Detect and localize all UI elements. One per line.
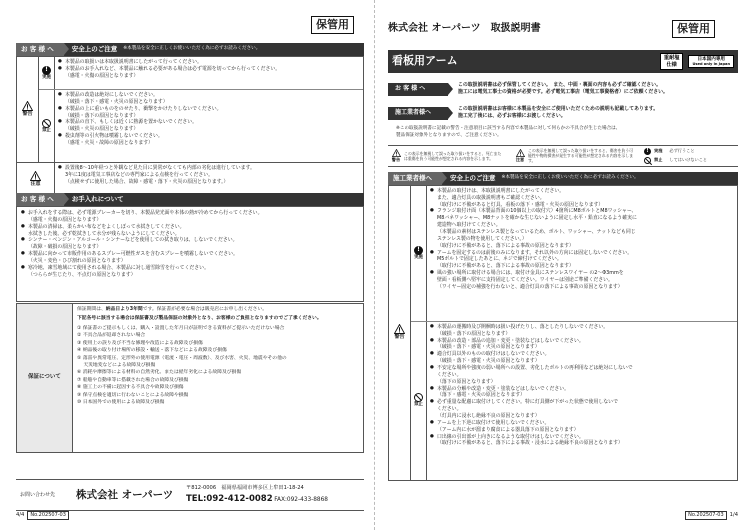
list-item: ● 殺虫剤等の引火物は噴霧しないでください。 [58,133,360,140]
warranty-item: ⑩ 日本国外での使用による故障及び損傷 [77,400,165,406]
product-banner [388,50,738,73]
warning-label-cell [389,186,411,480]
customer-text-1: この取扱説明書は必ず保管してください。 また、中面・裏面の内容も必ずご確認ください。 [458,82,661,88]
warranty-item: ⑦ 船舶や自動車等に搭載された場合の故障及び損傷 [77,377,189,383]
list-item-detail: （取付けに不備があると、落下による事故の原因となります） [437,242,574,249]
list-item-detail: （破損・落下・感電・火災の原因となります） [437,358,540,365]
list-item-detail: （取付けに不備があると、落下による事故の原因となります） [437,263,574,270]
list-item: ● 本製品のお手入れなど、本製品に触れる必要がある場合は必ず電源を切ってから行ってください。 [58,66,360,73]
list-item-detail: （取付けに不備があると灯具、看板の落下・感電・火災の原因となります） [437,201,604,208]
caution-row [17,162,363,196]
left-safety-section [16,43,364,197]
list-item: ● 本製品の改造は絶対にしないでください。 [58,92,360,99]
list-item: ● シンナー・ベンジン・アルコール・シンナーなどを使用しての拭き取りは、しないでください。 [21,237,359,244]
list-item-detail: （つららが生じたり、不点灯の原因となります） [28,271,136,278]
symbol-legend [388,145,738,167]
list-item-detail: ください。 [437,406,462,413]
warning-row [17,56,363,162]
product-name: 看板用アーム [392,54,458,68]
company-name: 株式会社 オーパーツ [76,488,174,501]
list-item-detail: （火災・変色・ひび割れの原因となります） [28,258,126,265]
mandatory-icon: ! [644,148,651,155]
warning-do-block [39,57,363,89]
list-item-detail: （ワイヤー固定の補強を行わないと、適合灯具の落下による事故の原因となります） [437,283,623,290]
list-item: ● 本製品の運搬時及び開梱時は扱い投げたりし、落としたりしないでください。 [430,324,734,331]
right-page [375,0,750,530]
warranty-label: 保証について [17,304,73,452]
warranty-item: 天災地変などによる故障及び損傷 [77,363,156,369]
page-number: 4/4 [16,511,25,518]
warranty-section [16,303,364,453]
warning-label: 警告 [22,111,33,118]
list-item-detail: （破損・火災の原因となります） [65,126,139,133]
manual-title: 株式会社 オーパーツ 取扱説明書 [388,23,541,34]
warranty-item: ③ 使用上の誤り及び不当な修理や改造による故障及び損傷 [77,340,203,346]
list-item: ● 寒冷地、凍雪地域にて使用される場合、本製品に対し通雪除雪を行ってください。 [21,265,359,272]
customer-tag: お 客 様 へ [388,83,448,96]
installer-tag: 施工業者様へ [388,172,442,185]
list-item: ● 本製品に向かって市販作用のあるスプレー可燃性ガスを含むスプレーを噴霧しないでください。 [21,251,359,258]
list-item-detail: （感電・火傷の原因となります） [65,72,139,79]
contact-box [16,479,364,511]
list-item-detail: （アーム内に水が溜まり腐食による器具落下の原因となります） [437,426,579,433]
spec-tag: 重耐塩 仕様 [660,53,684,69]
list-item-detail: （破損・落下の原因となります） [437,330,511,337]
list-item-detail: （感電・火災・故障の原因となります） [65,140,154,147]
list-item-detail: （破損・落下・感電・火災の原因となります） [65,98,168,105]
warranty-item: ⑥ 消耗や摩擦等による材料の自然劣化、または経年劣化による故障及び損傷 [77,370,242,376]
list-item: ● 本製品の清掃は、柔らかい布などをよくしぼって水拭きしてください。 [21,224,359,231]
domestic-tag: 日本国内専用 Used only in Japan [688,55,734,69]
list-item: ● お手入れをする際は、必ず電源ブレーカーを切り、本製品発光面や本体の熱が冷めてから行ってください。 [21,210,359,217]
list-item-detail: （感電・火傷の原因となります） [28,216,102,223]
company-fax: FAX:092-433-8868 [274,496,328,503]
contact-label: お問い合わせ先 [20,491,56,498]
warranty-item: ⑧ 施工上の不備に起因する不具合や故障及び損傷 [77,385,184,391]
warranty-item: ⑤ 落雷や異常電圧、定形外の使用電源（電流・電圧・周波数）、及び水害、火災、地震やその他の [77,355,287,361]
caution-triangle-icon [516,149,525,157]
warranty-items [77,325,359,407]
legend-marks: ! 実施 必ず行うこと 禁止 してはいけないこと [644,148,707,164]
list-item-detail: M5ボルトで固定したあとに、ネジで締付けてください。 [437,256,562,263]
doc-number: No.202507-03 [685,511,727,520]
list-item: ● 必ず重量な配慮に取付けしてください。特に灯具側が下がった状態で使用しないで [430,399,734,406]
list-item: ● 設置後8～10年経つと外観など見た目に異常がなくても内部の劣化は進行しています。 [58,165,360,172]
customer-tag: お 客 様 へ [16,193,64,206]
doc-number: No.202507-03 [27,511,69,520]
keep-badge: 保管用 [672,20,715,38]
list-item: ● フランジ取付け面（本製品背面の10個以上の取付穴）4箇所にM8ボルトとM8ワッシャー、 [430,208,734,215]
list-item-detail: （取付けに不備があると、落下による事故・浸水による絶縁不良の原因となります） [437,440,623,447]
list-item: ● 不安定な場所や強度の弱い場所への設置、劣化したボルトの再利用などは絶対にしないで [430,365,734,372]
caution-label-cell [17,163,55,196]
list-item-detail: ステンレス製の物を使用してください。） [437,235,527,242]
list-item-detail: （点検せずに使用した場合、故障・感電・落下・火災の原因となります。） [65,178,229,185]
warning-triangle-icon [392,149,401,157]
list-item-detail: （故障・破損の原因となります） [28,244,102,251]
keep-badge: 保管用 [311,16,354,34]
installer-safety-header [388,172,738,185]
customer-text-2: 施工には電気工事士の資格が必要です。必ず電気工事店（電気工事資格者）にご依頼ください。 [458,89,668,96]
warning-label: 警告 [394,334,405,341]
company-tel: TEL:092-412-0082 [186,493,273,504]
care-list [16,206,364,302]
list-item: ● アームを固定するのは前後のみになります。それ以外の方向には固定しないでください。 [430,250,734,257]
list-item: ● 本製品の上に重いものをのせたり、衝撃をかけたりしないでください。 [58,106,360,113]
kinshi-label: 禁止 [42,127,51,133]
page-number: 1/4 [729,511,738,518]
installer-notice [388,106,738,121]
list-item-detail: M8バネワッシャー、M8ナットを確かな生じないように固定し水平・鉛直になるよう確実に [437,215,637,222]
section-note: ※本製品を安全に正しくお使いいただく為に必ずお読みください。 [123,46,261,52]
prohibit-icon [414,393,423,402]
warranty-item: ② 不具合品が返却されない場合 [77,333,146,339]
prohibit-icon [644,157,651,164]
list-item: ● 本製品の直下、もしくは近くに熱源を置かないでください。 [58,119,360,126]
list-item: ● 本製品の改造・部品の追加・変更・塗装などはしないでください。 [430,338,734,345]
disclaimer-note: ※この取扱説明書に記載の警告・注意項目に該当する内容で本製品に対して何らかの不具合が生じた場合は、 製品保証対象外となりますので、ご注意ください。 [396,126,621,138]
warranty-item: ④ 納品後の取り付け場所の移設・輸送・落下などによる故障及び損傷 [77,348,227,354]
warranty-exclusion-note: 下記各号に該当する場合は保証書及び製品保証の対象外となり、お客様のご負担となりますのでご了承ください。 [77,315,322,321]
list-item-detail: （灯具内に浸水し絶縁不良の原因となります） [437,412,540,419]
legend-caution: 注意 この表示を無視して誤った取り扱いをすると、傷害を負う可能性や物的損害が発生する可能性が想定される内容を示します。 [515,148,634,164]
mandatory-icon: ! [414,246,423,255]
section-note: ※本製品を安全に正しくお使いいただく為に必ずお読みください。 [501,175,639,181]
warning-triangle-icon [22,101,33,111]
jisshi-label: 実施 [42,74,51,80]
warranty-period: 保証期間は、納品日より3年間です。保証書が必要な場合は販売店にお申し出ください。 [77,307,268,312]
warranty-item: ⑨ 保守点検を適切に行わないことによる故障や損傷 [77,392,189,398]
prohibit-icon [42,119,51,128]
list-item-detail: （破損・落下・感電・火災の原因となります） [437,344,540,351]
warranty-item: ① 保証書のご提示もしくは、購入・設置した年月日が証明できる資料がご提示いただけない場合 [77,325,285,331]
caution-triangle-icon [30,171,41,181]
left-footer [16,511,72,520]
list-item: ● 風の強い場所に取付ける場合には、取付け金具にステンレスワイヤー の2～Φ3mmを [430,270,734,277]
warning-dont-block [39,89,363,162]
list-item: ● 口出線の引出部が上向きになるような取付けはしないでください。 [430,434,734,441]
caution-label: 注意 [30,181,41,188]
list-item-detail: 壁面・看板側へ堅牢に支持固定してください。ワイヤーは別途ご準備ください。 [437,276,613,283]
section-title: 安全上のご注意 [450,173,496,182]
section-title: 安全上のご注意 [71,45,118,54]
customer-tag: お 客 様 へ [16,43,64,56]
list-item: ● 適合灯具以外のものの取付けはしないでください。 [430,351,734,358]
installer-safety-table: 警告 ! 実施 ● 本製品の取付けは、本取扱説明書にしたがってください。 また、適合灯具の取扱説明書もご確認ください。 （取付けに不備があると灯具、看板の落下・感電・火災の原因となります） ● フランジ取付け面（本製品背面の10個以上の取付穴）4箇所にM8ボルトとM8ワッシャー、 M8バネワッシャー、M8ナットを確かな生じないように固定し水平・鉛直になるよう確実に 建造物へ取付けてください。 （本製品の素材はステンレス製となっているため、ボルト、ワッシャー、ナットなども同じ ステンレス製の物を使用してください。） （取付けに不備があると、落下による事故の原因となります） ● アームを固定するのは前後のみになります。それ以外の方向には固定しないでください。 M5ボルトで固定したあとに、ネジで締付けてください。 （取付けに不備があると、落下による事故の原因となります） ● 風の強い場所に取付ける場合には、取付け金具にステンレスワイヤー の2～Φ3mmを 壁面・看板側へ堅牢に支持固定してください。ワイヤーは別途ご準備ください。 （ワイヤー固定の補強を行わないと、適合灯具の落下による事故の原因となります） 禁止 ● 本製品の運搬時及び開梱時は扱い投げたりし、落としたりしないでください。 （破損・落下の原因となります） ● 本製品の改造・部品の追加・変更・塗装などはしないでください。 （破損・落下・感電・火災の原因となります） ● 適合灯具以外のものの取付けはしないでください。 （破損・落下・感電・火災の原因となります） ● 不安定な場所や強度の弱い場所への設置、劣化したボルトの再利用などは絶対にしないで ください。 （落下の原因となります） ● 本製品の分解や改造・変更・塗装などはしないでください。 （落下・感電・火災の原因となります） ● 必ず重量な配慮に取付けしてください。特に灯具側が下がった状態で使用しないで ください。 （灯具内に浸水し絶縁不良の原因となります） ● アームを上下逆に取付けて使用しないでください。 （アーム内に水が溜まり腐食による器具落下の原因となります） ● 口出線の引出部が上向きになるような取付けはしないでください。 （取付けに不備があると、落下による事故・浸水による絶縁不良の原因となります） [388,185,738,481]
list-item-detail: 建造物へ取付けてください。 [437,222,501,229]
list-item: ● 本製品の分解や改造・変更・塗装などはしないでください。 [430,386,734,393]
section-title: お手入れについて [71,195,124,204]
list-item: ● アームを上下逆に取付けて使用しないでください。 [430,420,734,427]
list-item-detail: 水拭きした後、必ず乾拭きして水分が残らないようにしてください。 [28,230,180,237]
list-item-detail: （落下・感電・火災の原因となります） [437,392,526,399]
warning-triangle-icon [394,324,405,334]
list-item-detail: （本製品の素材はステンレス製となっているため、ボルト、ワッシャー、ナットなども同じ [437,228,636,235]
care-header [16,193,364,206]
list-item-detail: また、適合灯具の取扱説明書もご確認ください。 [437,194,545,201]
mandatory-icon: ! [42,66,51,75]
list-item: ● 本製品の取扱いは本取扱説明書にしたがって行ってください。 [58,59,360,66]
company-address: 〒812-0006 福岡県福岡市博多区上牟田1-18-24 [186,484,304,491]
care-section [16,193,364,302]
warning-label-cell [17,57,39,162]
list-item-detail: （破損・落下の原因となります） [65,112,139,119]
installer-tag: 施工業者様へ [388,107,448,120]
legend-warning: 警告 この表示を無視して誤った取り扱いをすると、死亡または重傷を負う可能性が想定される内容を示します。 [391,150,502,162]
list-item: ● 本製品の取付けは、本取扱説明書にしたがってください。 [430,188,734,195]
installer-text-1: この取扱説明書はお客様に本製品を安全にご使用いただくための説明も記載してあります。 [458,105,659,112]
right-footer [682,511,738,520]
customer-notice [388,82,738,97]
list-item-detail: （落下の原因となります） [437,378,496,385]
safety-header [16,43,364,56]
list-item-detail: 3年に1度は電気工事店などの専門家による点検を行ってください。 [65,171,214,178]
installer-text-2: 施工完了後には、必ずお客様にお渡しください。 [458,113,566,120]
list-item-detail: ください。 [437,371,462,378]
